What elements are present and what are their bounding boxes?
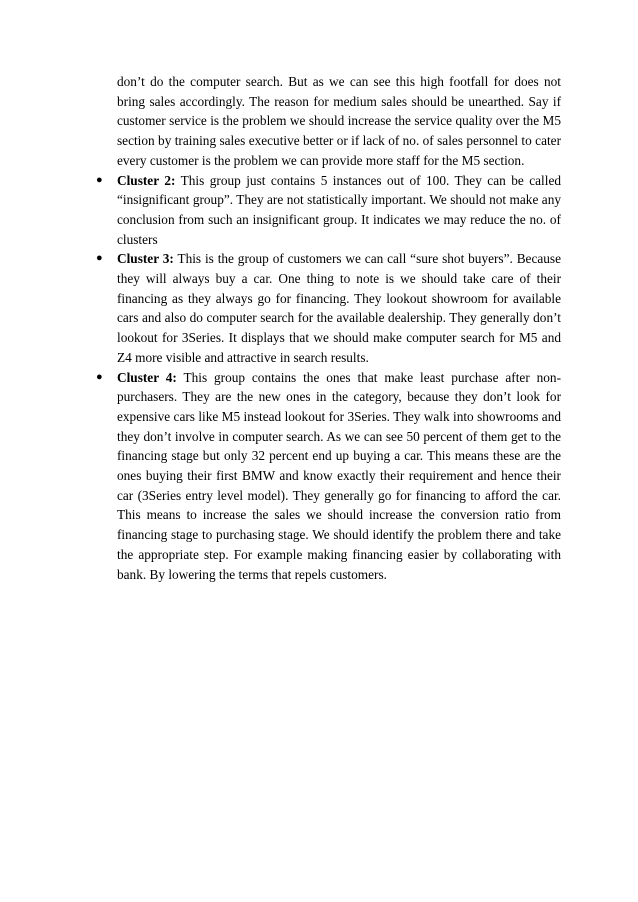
cluster-2-item bbox=[96, 171, 561, 250]
document-body bbox=[96, 72, 561, 584]
continued-paragraph: don’t do the computer search. But as we can see this high footfall for does not bring sales accordingly. The reason for medium sales should be unearthed. Say if customer service is the problem we should increase the service quality over the M5 section by training sales executive better or if lack of no. of sales personnel to cater every customer is the problem we can provide more staff for the M5 section. bbox=[117, 74, 561, 168]
cluster-4-description: This group contains the ones that make least purchase after non-purchasers. They are the new ones in the category, because they don’t look for expensive cars like M5 instead lookout for 3Series. They walk into showrooms and they don’t involve in computer search. As we can see 50 percent of them get to the financing stage but only 32 percent end up buying a car. This means these are the ones buying their first BMW and know exactly their requirement and hence their car (3Series entry level model). They generally go for financing to afford the car. This means to increase the sales we should increase the conversion ratio from financing stage to purchasing stage. We should identify the problem there and take the appropriate step. For example making financing easier by collaborating with bank. By lowering the terms that repels customers. bbox=[117, 369, 561, 582]
cluster-4-title: Cluster 4: bbox=[117, 369, 177, 385]
cluster-3-item bbox=[96, 249, 561, 367]
bullet-icon: ● bbox=[96, 370, 103, 383]
cluster-2-title: Cluster 2: bbox=[117, 172, 176, 188]
cluster-3-description: This is the group of customers we can call “sure shot buyers”. Because they will always buy a car. One thing to note is we should take care of their financing as they always go for financing. They lookout showroom for available cars and also do computer search for the available dealership. They generally don’t lookout for 3Series. It displays that we should make computer search for M5 and Z4 more visible and attractive in search results. bbox=[117, 251, 561, 365]
bullet-icon: ● bbox=[96, 173, 103, 186]
cluster-4-item bbox=[96, 368, 561, 585]
bullet-icon: ● bbox=[96, 252, 103, 265]
cluster-2-description: This group just contains 5 instances out of 100. They can be called “insignificant group”. They are not statistically important. We should not make any conclusion from such an insignificant group. It indicates we may reduce the no. of clusters bbox=[117, 172, 561, 247]
cluster-3-title: Cluster 3: bbox=[117, 251, 174, 267]
cluster-bullet-list bbox=[96, 171, 561, 585]
